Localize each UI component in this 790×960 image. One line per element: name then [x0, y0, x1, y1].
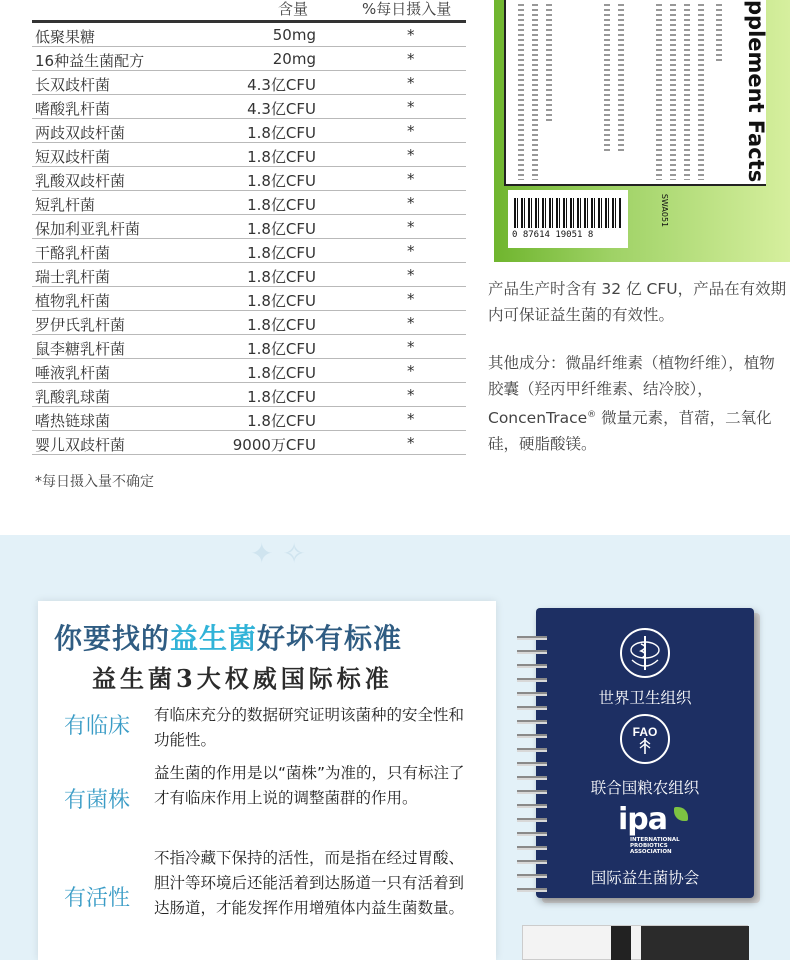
label-text-lines	[532, 4, 538, 180]
ipa-logo-subtext: INTERNATIONAL PROBIOTICS ASSOCIATION	[630, 837, 680, 855]
table-body	[32, 23, 466, 455]
barcode-number: 0 87614 19051 8	[512, 230, 594, 240]
ingredient-name: 短乳杆菌	[35, 196, 96, 214]
table-row	[32, 191, 466, 215]
table-row	[32, 407, 466, 431]
ingredient-daily-value: *	[407, 194, 415, 212]
ipa-leaf-icon	[674, 807, 688, 821]
table-row	[32, 23, 466, 47]
ingredient-daily-value: *	[407, 50, 415, 68]
card-title-highlight: 益生菌	[170, 622, 258, 655]
barcode-bars	[514, 198, 622, 228]
label-panel	[504, 0, 766, 186]
cfu-note: 产品生产时含有 32 亿 CFU，产品在有效期内可保证益生菌的有效性。	[488, 280, 787, 324]
criterion-label-activity: 有活性	[64, 886, 131, 911]
ingredient-daily-value: *	[407, 386, 415, 404]
header-daily-value: %每日摄入量	[362, 0, 452, 18]
ingredient-amount: 1.8亿CFU	[247, 292, 316, 310]
criterion-label-clinical: 有临床	[64, 714, 131, 739]
table-row	[32, 287, 466, 311]
ingredient-amount: 1.8亿CFU	[247, 340, 316, 358]
table-row	[32, 383, 466, 407]
barcode	[508, 190, 628, 248]
ingredient-daily-value: *	[407, 410, 415, 428]
label-text-lines	[716, 4, 722, 64]
ingredient-amount: 1.8亿CFU	[247, 268, 316, 286]
org-name-who: 世界卫生组织	[598, 689, 692, 707]
ingredient-name: 低聚果糖	[35, 28, 96, 46]
ingredient-name: 短双歧杆菌	[35, 148, 111, 166]
ingredient-amount: 9000万CFU	[232, 436, 316, 454]
ingredient-amount: 4.3亿CFU	[247, 76, 316, 94]
ingredient-daily-value: *	[407, 26, 415, 44]
ingredient-name: 瑞士乳杆菌	[35, 268, 111, 286]
ingredient-name: 乳酸乳球菌	[35, 388, 111, 406]
ingredient-daily-value: *	[407, 362, 415, 380]
ingredient-amount: 1.8亿CFU	[247, 388, 316, 406]
table-row	[32, 71, 466, 95]
criterion-desc-clinical: 有临床充分的数据研究证明该菌种的安全性和功能性。	[154, 706, 465, 749]
label-text-lines	[604, 4, 610, 154]
other-ingredients	[488, 350, 788, 457]
ingredient-amount: 1.8亿CFU	[247, 124, 316, 142]
org-name-ipa: 国际益生菌协会	[590, 869, 700, 887]
card-title	[54, 617, 402, 657]
ingredient-amount: 1.8亿CFU	[247, 244, 316, 262]
table-row	[32, 239, 466, 263]
ingredient-name: 嗜酸乳杆菌	[35, 100, 111, 118]
card-title-part1: 你要找的	[54, 622, 171, 655]
ingredient-daily-value: *	[407, 218, 415, 236]
ingredient-amount: 1.8亿CFU	[247, 172, 316, 190]
ingredient-name: 鼠李糖乳杆菌	[35, 340, 126, 358]
criterion-desc-strain: 益生菌的作用是以“菌株”为准的，只有标注了才有临床作用上说的调整菌群的作用。	[154, 764, 465, 807]
label-text-lines	[670, 4, 676, 180]
label-text-lines	[656, 4, 662, 180]
ingredient-daily-value: *	[407, 146, 415, 164]
other-ingredients-part2: 微量元素，苜蓿，二氧化硅，硬脂酸镁。	[488, 409, 772, 453]
ingredient-daily-value: *	[407, 98, 415, 116]
ingredient-name: 嗜热链球菌	[35, 412, 111, 430]
product-box-edge	[522, 925, 748, 960]
ingredient-name: 保加利亚乳杆菌	[35, 220, 141, 238]
table-row	[32, 95, 466, 119]
ingredient-daily-value: *	[407, 434, 415, 452]
card-title-part2: 好坏有标准	[257, 622, 403, 655]
table-row	[32, 311, 466, 335]
label-text-lines	[546, 4, 552, 124]
ingredient-name: 植物乳杆菌	[35, 292, 111, 310]
ingredient-name: 唾液乳杆菌	[35, 364, 111, 382]
who-logo-icon	[620, 628, 670, 678]
ingredient-name: 长双歧杆菌	[35, 76, 111, 94]
standards-card	[38, 601, 496, 960]
ingredient-amount: 1.8亿CFU	[247, 364, 316, 382]
label-text-lines	[618, 4, 624, 154]
table-row	[32, 143, 466, 167]
ingredient-amount: 20mg	[272, 50, 316, 68]
table-row	[32, 167, 466, 191]
ingredient-daily-value: *	[407, 242, 415, 260]
table-row	[32, 335, 466, 359]
supplement-facts-label-image	[494, 0, 790, 262]
label-code: SWA051	[660, 193, 670, 228]
ingredient-daily-value: *	[407, 74, 415, 92]
ingredient-daily-value: *	[407, 266, 415, 284]
ingredient-amount: 1.8亿CFU	[247, 220, 316, 238]
ingredient-amount: 4.3亿CFU	[247, 100, 316, 118]
ingredient-amount: 1.8亿CFU	[247, 196, 316, 214]
table-footnote: *每日摄入量不确定	[35, 474, 154, 490]
ingredient-daily-value: *	[407, 314, 415, 332]
ingredient-name: 两歧双歧杆菌	[35, 124, 126, 142]
ingredient-daily-value: *	[407, 122, 415, 140]
ingredient-amount: 50mg	[272, 26, 316, 44]
ingredient-name: 婴儿双歧杆菌	[35, 436, 126, 454]
table-row	[32, 47, 466, 71]
card-subtitle: 益生菌3大权威国际标准	[92, 664, 393, 693]
ingredient-name: 16种益生菌配方	[35, 52, 145, 70]
ingredient-amount: 1.8亿CFU	[247, 316, 316, 334]
ingredient-name: 罗伊氏乳杆菌	[35, 316, 126, 334]
registered-mark: ®	[587, 410, 597, 420]
table-row	[32, 431, 466, 455]
org-name-fao: 联合国粮农组织	[590, 779, 700, 797]
sparkle-decoration: ✦ ✧	[250, 537, 306, 570]
ingredient-name: 乳酸双歧杆菌	[35, 172, 126, 190]
other-ingredients-part1: 其他成分：微晶纤维素（植物纤维），植物胶囊（羟丙甲纤维素、结冷胶），ConcenTrace	[488, 354, 775, 427]
label-text-lines	[698, 4, 704, 180]
ingredient-amount: 1.8亿CFU	[247, 412, 316, 430]
ingredient-daily-value: *	[407, 170, 415, 188]
table-header	[32, 0, 466, 23]
table-row	[32, 215, 466, 239]
svg-text:FAO: FAO	[632, 725, 658, 739]
table-row	[32, 263, 466, 287]
label-text-lines	[684, 4, 690, 180]
ingredient-daily-value: *	[407, 338, 415, 356]
ingredient-name: 干酪乳杆菌	[35, 244, 111, 262]
header-amount: 含量	[278, 0, 309, 18]
ingredient-amount: 1.8亿CFU	[247, 148, 316, 166]
table-row	[32, 359, 466, 383]
ingredient-daily-value: *	[407, 290, 415, 308]
ipa-logo-icon: ipa	[618, 802, 668, 837]
criterion-desc-activity: 不指冷藏下保持的活性，而是指在经过胃酸、胆汁等环境后还能活着到达肠道一只有活着到达肠道，才能发挥作用增殖体内益生菌数量。	[154, 849, 465, 917]
table-row	[32, 119, 466, 143]
notebook	[536, 608, 754, 898]
label-text-lines	[518, 4, 524, 180]
fao-logo-icon	[620, 714, 670, 764]
label-title: pplement Facts	[744, 0, 768, 183]
notebook-spiral	[517, 632, 547, 894]
standards-section	[0, 535, 790, 960]
criterion-label-strain: 有菌株	[64, 788, 131, 813]
ingredient-table	[32, 0, 466, 455]
